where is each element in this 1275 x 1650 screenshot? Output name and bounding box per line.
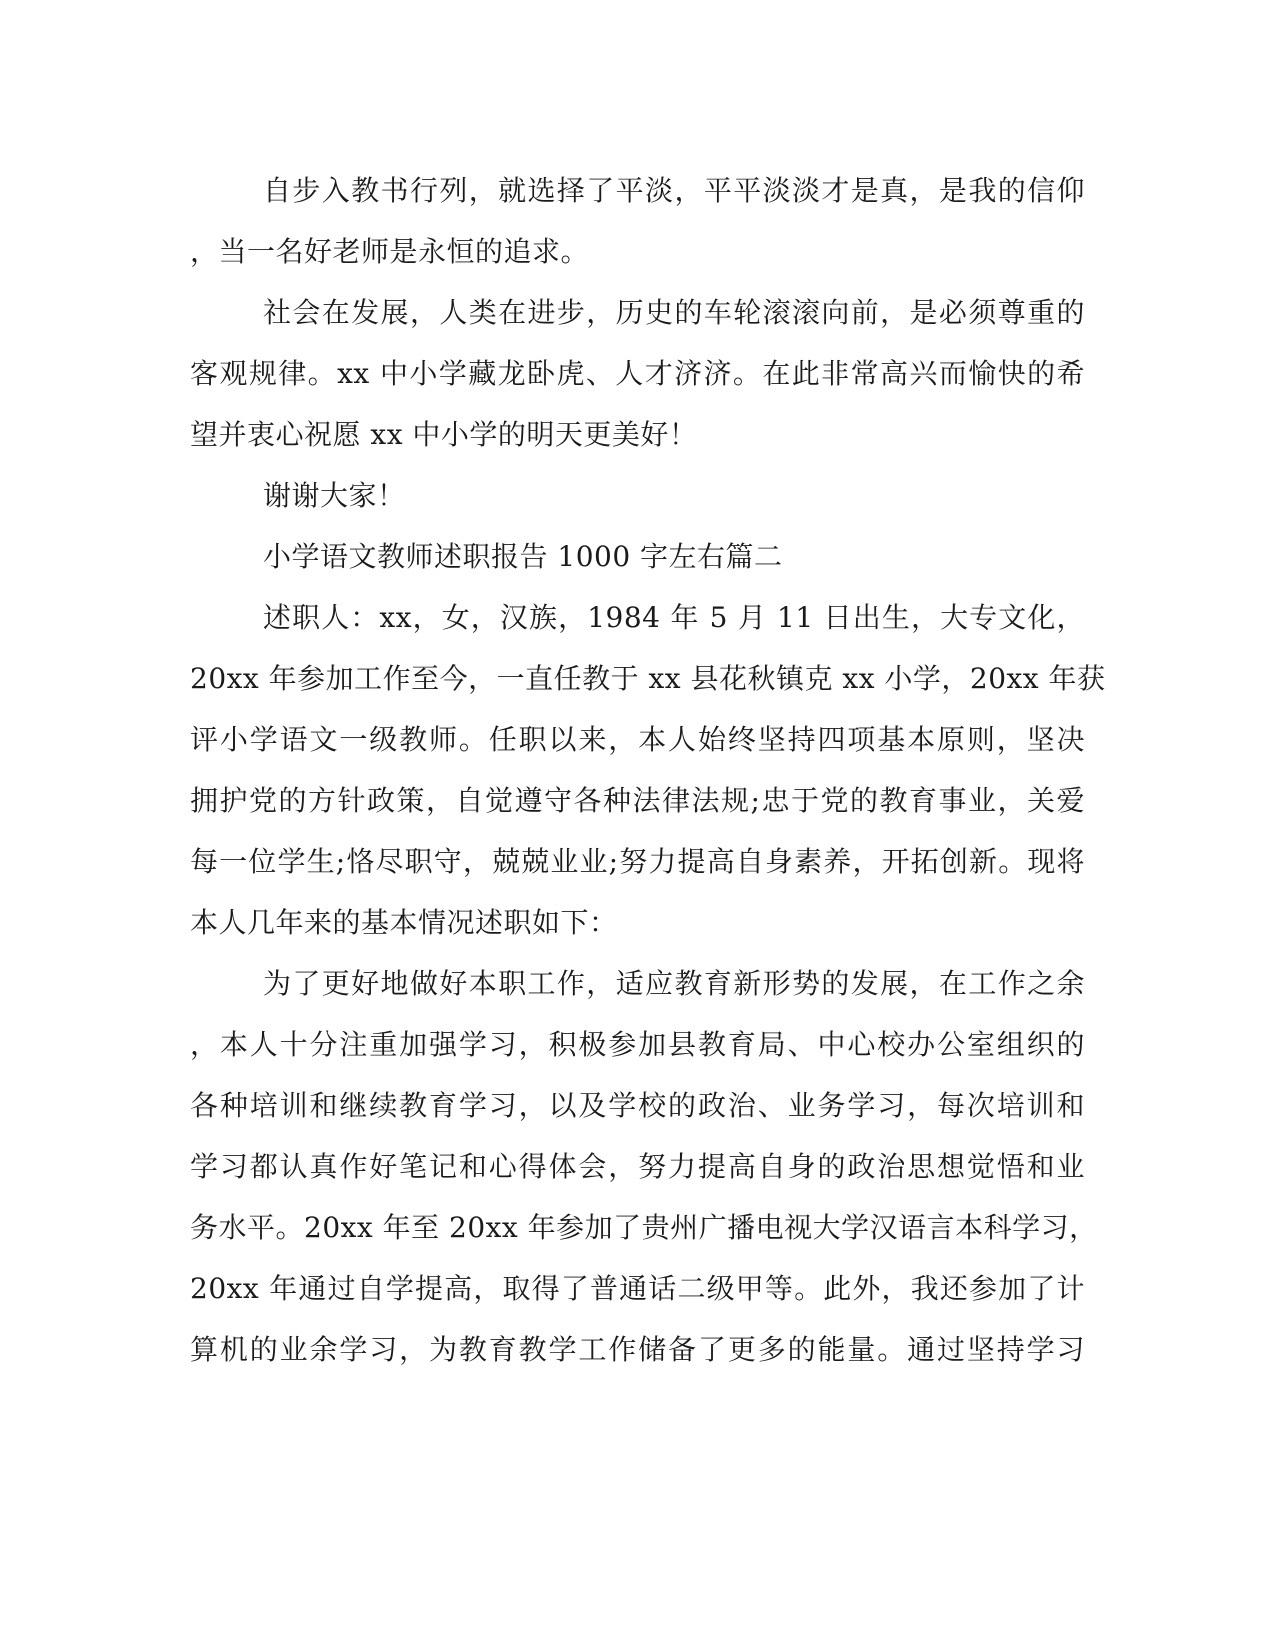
section-heading [190,526,1085,587]
section-title: 小学语文教师述职报告 1000 字左右篇二 [263,540,783,573]
text-line: 评小学语文一级教师。任职以来，本人始终坚持四项基本原则，坚决 [190,723,1085,756]
text-line: 务水平。20xx 年至 20xx 年参加了贵州广播电视大学汉语言本科学习， [190,1211,1098,1244]
text-line: 拥护党的方针政策，自觉遵守各种法律法规;忠于党的教育事业，关爱 [190,784,1085,817]
text-line: 为了更好地做好本职工作，适应教育新形势的发展，在工作之余 [263,967,1085,1000]
text-line: ，本人十分注重加强学习，积极参加县教育局、中心校办公室组织的 [190,1028,1085,1061]
text-line: 20xx 年通过自学提高，取得了普通话二级甲等。此外，我还参加了计 [190,1272,1085,1305]
paragraph-reporter-info [190,587,1106,953]
paragraph-opening [190,160,1085,282]
text-line: 各种培训和继续教育学习，以及学校的政治、业务学习，每次培训和 [190,1089,1085,1122]
paragraph-study [190,953,1098,1380]
text-line: 谢谢大家！ [263,479,406,512]
text-line: 20xx 年参加工作至今，一直任教于 xx 县花秋镇克 xx 小学，20xx 年获 [190,662,1106,695]
text-line: 客观规律。xx 中小学藏龙卧虎、人才济济。在此非常高兴而愉快的希 [190,357,1085,390]
text-line: 算机的业余学习，为教育教学工作储备了更多的能量。通过坚持学习 [190,1333,1085,1366]
text-line: 自步入教书行列，就选择了平淡，平平淡淡才是真，是我的信仰 [263,174,1085,207]
text-line: 每一位学生;恪尽职守，兢兢业业;努力提高自身素养，开拓创新。现将 [190,845,1085,878]
text-line: 望并衷心祝愿 xx 中小学的明天更美好！ [190,418,698,451]
text-line: ，当一名好老师是永恒的追求。 [190,235,590,268]
paragraph-thanks [190,465,1085,526]
text-line: 社会在发展，人类在进步，历史的车轮滚滚向前，是必须尊重的 [263,296,1085,329]
text-line: 学习都认真作好笔记和心得体会，努力提高自身的政治思想觉悟和业 [190,1150,1085,1183]
text-line: 述职人：xx，女，汉族，1984 年 5 月 11 日出生，大专文化， [263,601,1085,634]
text-line: 本人几年来的基本情况述职如下： [190,906,618,939]
paragraph-society [190,282,1085,465]
document-body [190,160,1106,1380]
